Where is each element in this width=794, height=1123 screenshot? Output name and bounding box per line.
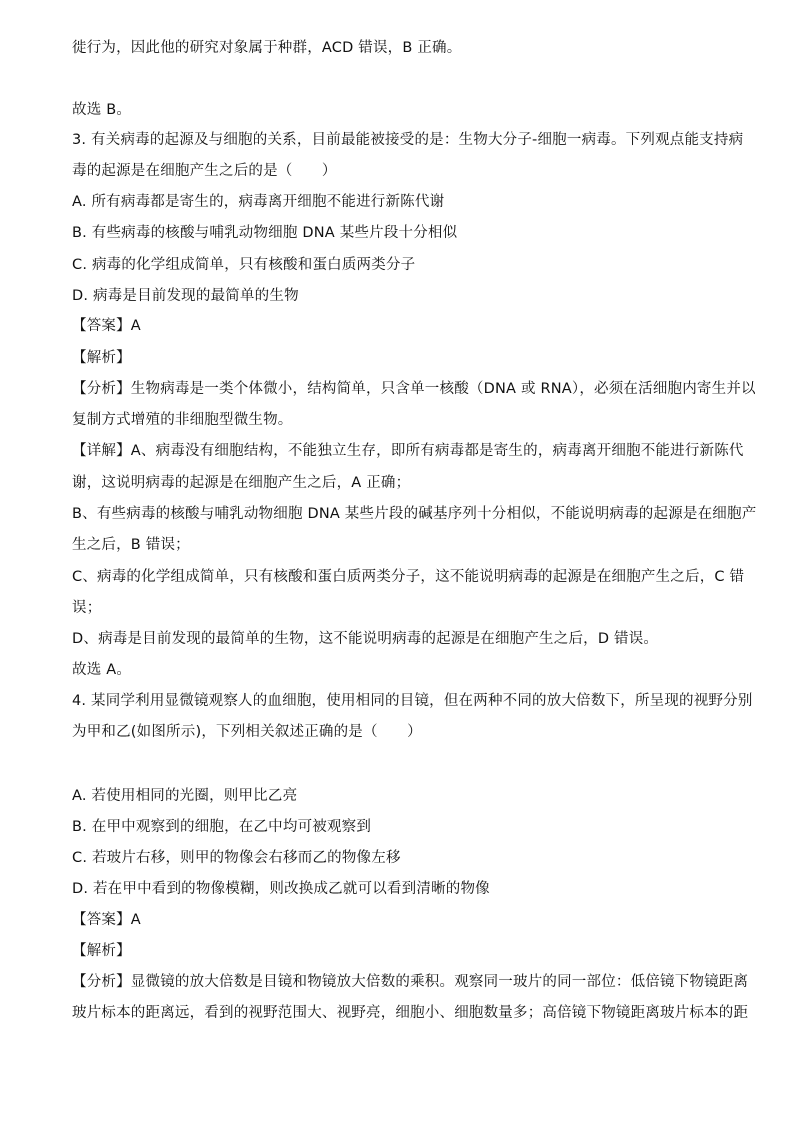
option-d: D. 若在甲中看到的物像模糊，则改换成乙就可以看到清晰的物像 xyxy=(72,881,490,897)
analysis-label: 【解析】 xyxy=(72,350,131,366)
analysis-label: 【解析】 xyxy=(72,943,131,959)
detail-text: 【详解】A、病毒没有细胞结构，不能独立生存，即所有病毒都是寄生的，病毒离开细胞不能进行新陈代 xyxy=(72,443,744,459)
question-4-stem: 4. 某同学利用显微镜观察人的血细胞，使用相同的目镜，但在两种不同的放大倍数下，所呈现的视野分别 xyxy=(72,693,753,709)
detail-text: 谢，这说明病毒的起源是在细胞产生之后，A 正确； xyxy=(72,475,411,491)
option-a: A. 若使用相同的光圈，则甲比乙亮 xyxy=(72,788,298,804)
text-line: 故选 B。 xyxy=(72,102,132,118)
detail-text: 误； xyxy=(72,600,102,616)
analysis-text: 【分析】显微镜的放大倍数是目镜和物镜放大倍数的乘积。观察同一玻片的同一部位：低倍镜下物镜距离 xyxy=(72,974,749,990)
detail-text: D、病毒是目前发现的最简单的生物，这不能说明病毒的起源是在细胞产生之后，D 错误。 xyxy=(72,631,659,647)
option-a: A. 所有病毒都是寄生的，病毒离开细胞不能进行新陈代谢 xyxy=(72,194,445,210)
answer-label: 【答案】A xyxy=(72,318,141,334)
option-b: B. 在甲中观察到的细胞，在乙中均可被观察到 xyxy=(72,819,372,835)
detail-text: B、有些病毒的核酸与哺乳动物细胞 DNA 某些片段的碱基序列十分相似，不能说明病毒的起源是在细胞产 xyxy=(72,506,757,522)
analysis-text: 复制方式增殖的非细胞型微生物。 xyxy=(72,412,293,428)
detail-text: 生之后，B 错误； xyxy=(72,537,190,553)
option-b: B. 有些病毒的核酸与哺乳动物细胞 DNA 某些片段十分相似 xyxy=(72,225,458,241)
option-c: C. 病毒的化学组成简单，只有核酸和蛋白质两类分子 xyxy=(72,257,416,273)
analysis-text: 玻片标本的距离远，看到的视野范围大、视野亮，细胞小、细胞数量多；高倍镜下物镜距离玻片标本的距 xyxy=(72,1005,749,1021)
question-3-stem: 毒的起源是在细胞产生之后的是（ ） xyxy=(72,163,337,179)
analysis-text: 【分析】生物病毒是一类个体微小，结构简单，只含单一核酸（DNA 或 RNA），必须在活细胞内寄生并以 xyxy=(72,381,756,397)
option-c: C. 若玻片右移，则甲的物像会右移而乙的物像左移 xyxy=(72,850,401,866)
option-d: D. 病毒是目前发现的最简单的生物 xyxy=(72,288,299,304)
text-line: 徙行为，因此他的研究对象属于种群，ACD 错误，B 正确。 xyxy=(72,40,462,56)
detail-text: C、病毒的化学组成简单，只有核酸和蛋白质两类分子，这不能说明病毒的起源是在细胞产生之后，C 错 xyxy=(72,569,745,585)
question-4-stem: 为甲和乙(如图所示)，下列相关叙述正确的是（ ） xyxy=(72,724,422,740)
question-3-stem: 3. 有关病毒的起源及与细胞的关系，目前最能被接受的是：生物大分子-细胞一病毒。下列观点能支持病 xyxy=(72,132,744,148)
answer-label: 【答案】A xyxy=(72,912,141,928)
text-line: 故选 A。 xyxy=(72,662,132,678)
